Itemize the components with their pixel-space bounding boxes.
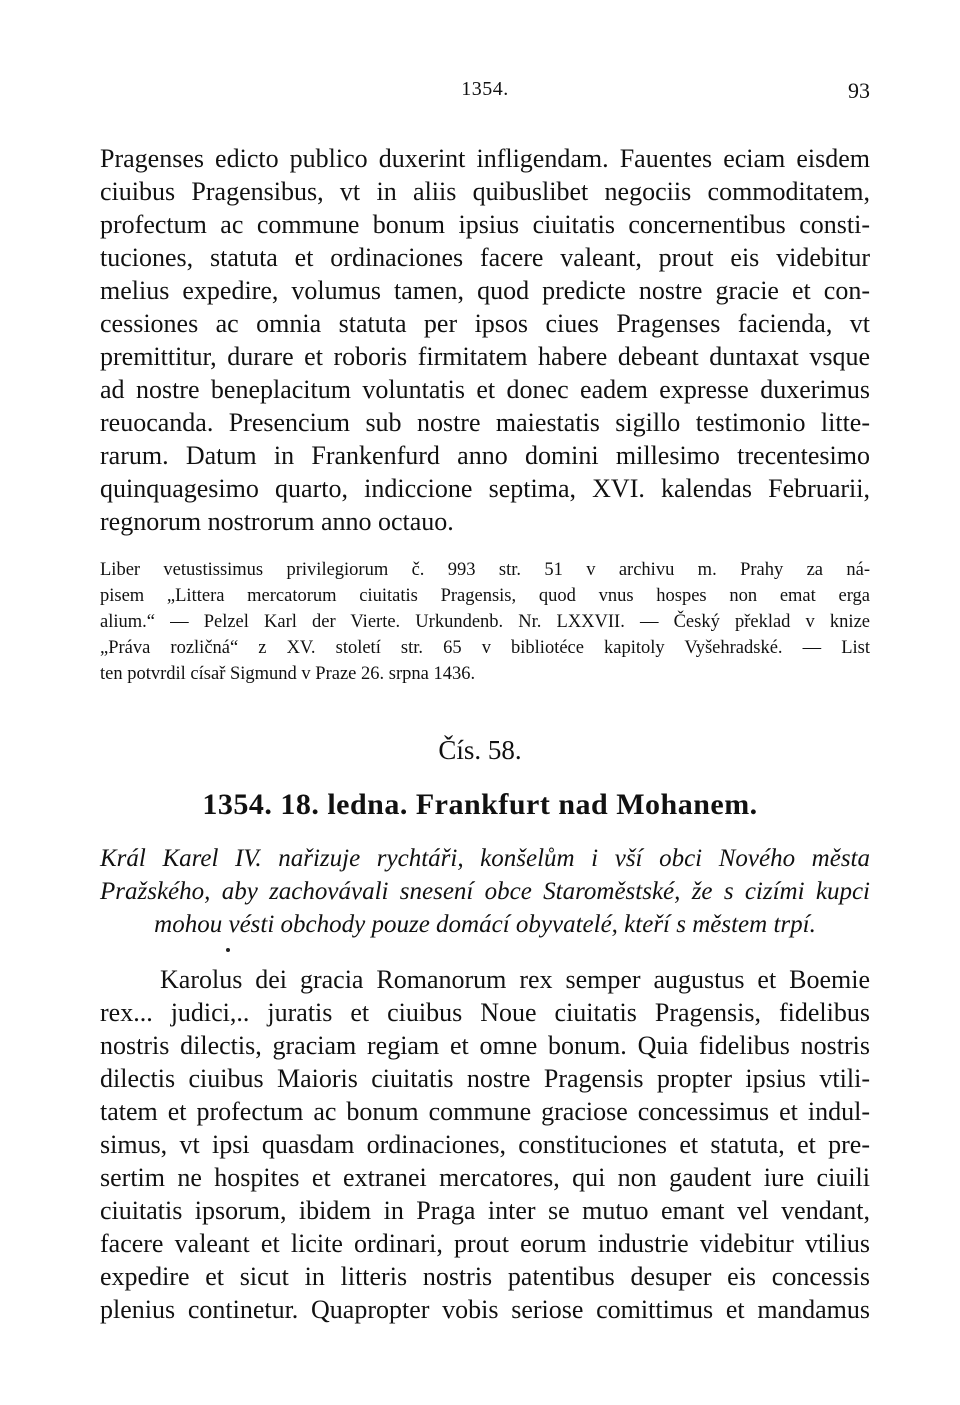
text-line: profectum ac commune bonum ipsius ciuitatis concernentibus consti- <box>100 210 870 239</box>
text-line: ciuitatis ipsorum, ibidem in Praga inter se mutuo emant vel vendant, <box>100 1196 870 1225</box>
text-line: premittitur, durare et roboris firmitatem habere debeant duntaxat vsque <box>100 342 870 371</box>
note-line: pisem „Littera mercatorum ciuitatis Pragensis, quod vnus hospes non emat erga <box>100 586 870 606</box>
text-line: rex... judici,.. juratis et ciuibus Noue ciuitatis Pragensis, fidelibus <box>100 998 870 1027</box>
running-header <box>100 78 870 108</box>
text-line: tatem et profectum ac bonum commune graciose concessimus et indul- <box>100 1097 870 1126</box>
text-line: melius expedire, volumus tamen, quod predicte nostre gracie et con- <box>100 276 870 305</box>
text-line: Pragenses edicto publico duxerint infligendam. Fauentes eciam eisdem <box>100 144 870 173</box>
regest-line: Král Karel IV. nařizuje rychtáři, konšelům i vší obci Nového města <box>100 845 870 872</box>
document-number: Čís. 58. <box>438 735 522 765</box>
text-line: facere valeant et licite ordinari, prout eorum industrie videbitur vtilius <box>100 1229 870 1258</box>
note-line: „Práva rozličná“ z XV. století str. 65 v bibliotéce kapitoly Vyšehradské. — List <box>100 638 870 658</box>
text-line: dilectis ciuibus Maioris ciuitatis nostre Pragensis propter ipsius vtili- <box>100 1064 870 1093</box>
text-line: Karolus dei gracia Romanorum rex semper augustus et Boemie <box>160 965 870 994</box>
text-line: regnorum nostrorum anno octauo. <box>100 507 454 536</box>
text-line: ad nostre beneplacitum voluntatis et donec eadem expresse duxerimus <box>100 375 870 404</box>
stray-print-dot <box>226 948 230 952</box>
regest-line: Pražského, aby zachovávali snesení obce Staroměstské, že s cizími kupci <box>100 878 870 905</box>
text-line: ciuibus Pragensibus, vt in aliis quibuslibet negociis commoditatem, <box>100 177 870 206</box>
text-line: simus, vt ipsi quasdam ordinaciones, constituciones et statuta, et pre- <box>100 1130 870 1159</box>
note-line: Liber vetustissimus privilegiorum č. 993 str. 51 v archivu m. Prahy za ná- <box>100 560 870 580</box>
text-line: sertim ne hospites et extranei mercatores, qui non gaudent iure ciuili <box>100 1163 870 1192</box>
note-line: alium.“ — Pelzel Karl der Vierte. Urkundenb. Nr. LXXVII. — Český překlad v knize <box>100 612 870 632</box>
text-line: plenius continetur. Quapropter vobis seriose comittimus et mandamus <box>100 1295 870 1324</box>
regest-line: mohou vésti obchody pouze domácí obyvatelé, kteří s městem trpí. <box>154 911 816 938</box>
text-line: tuciones, statuta et ordinaciones facere valeant, prout eis videbitur <box>100 243 870 272</box>
running-header-year: 1354. <box>461 78 509 100</box>
text-line: nostris dilectis, graciam regiam et omne bonum. Quia fidelibus nostris <box>100 1031 870 1060</box>
text-line: cessiones ac omnia statuta per ipsos ciues Pragenses facienda, vt <box>100 309 870 338</box>
text-line: reuocanda. Presencium sub nostre maiestatis sigillo testimonio litte- <box>100 408 870 437</box>
page-number: 93 <box>848 78 870 103</box>
text-line: quinquagesimo quarto, indiccione septima, XVI. kalendas Februarii, <box>100 474 870 503</box>
text-line: expedire et sicut in litteris nostris patentibus desuper eis concessis <box>100 1262 870 1291</box>
text-line: rarum. Datum in Frankenfurd anno domini millesimo trecentesimo <box>100 441 870 470</box>
document-heading: 1354. 18. ledna. Frankfurt nad Mohanem. <box>202 788 758 821</box>
note-line: ten potvrdil císař Sigmund v Praze 26. srpna 1436. <box>100 664 476 684</box>
